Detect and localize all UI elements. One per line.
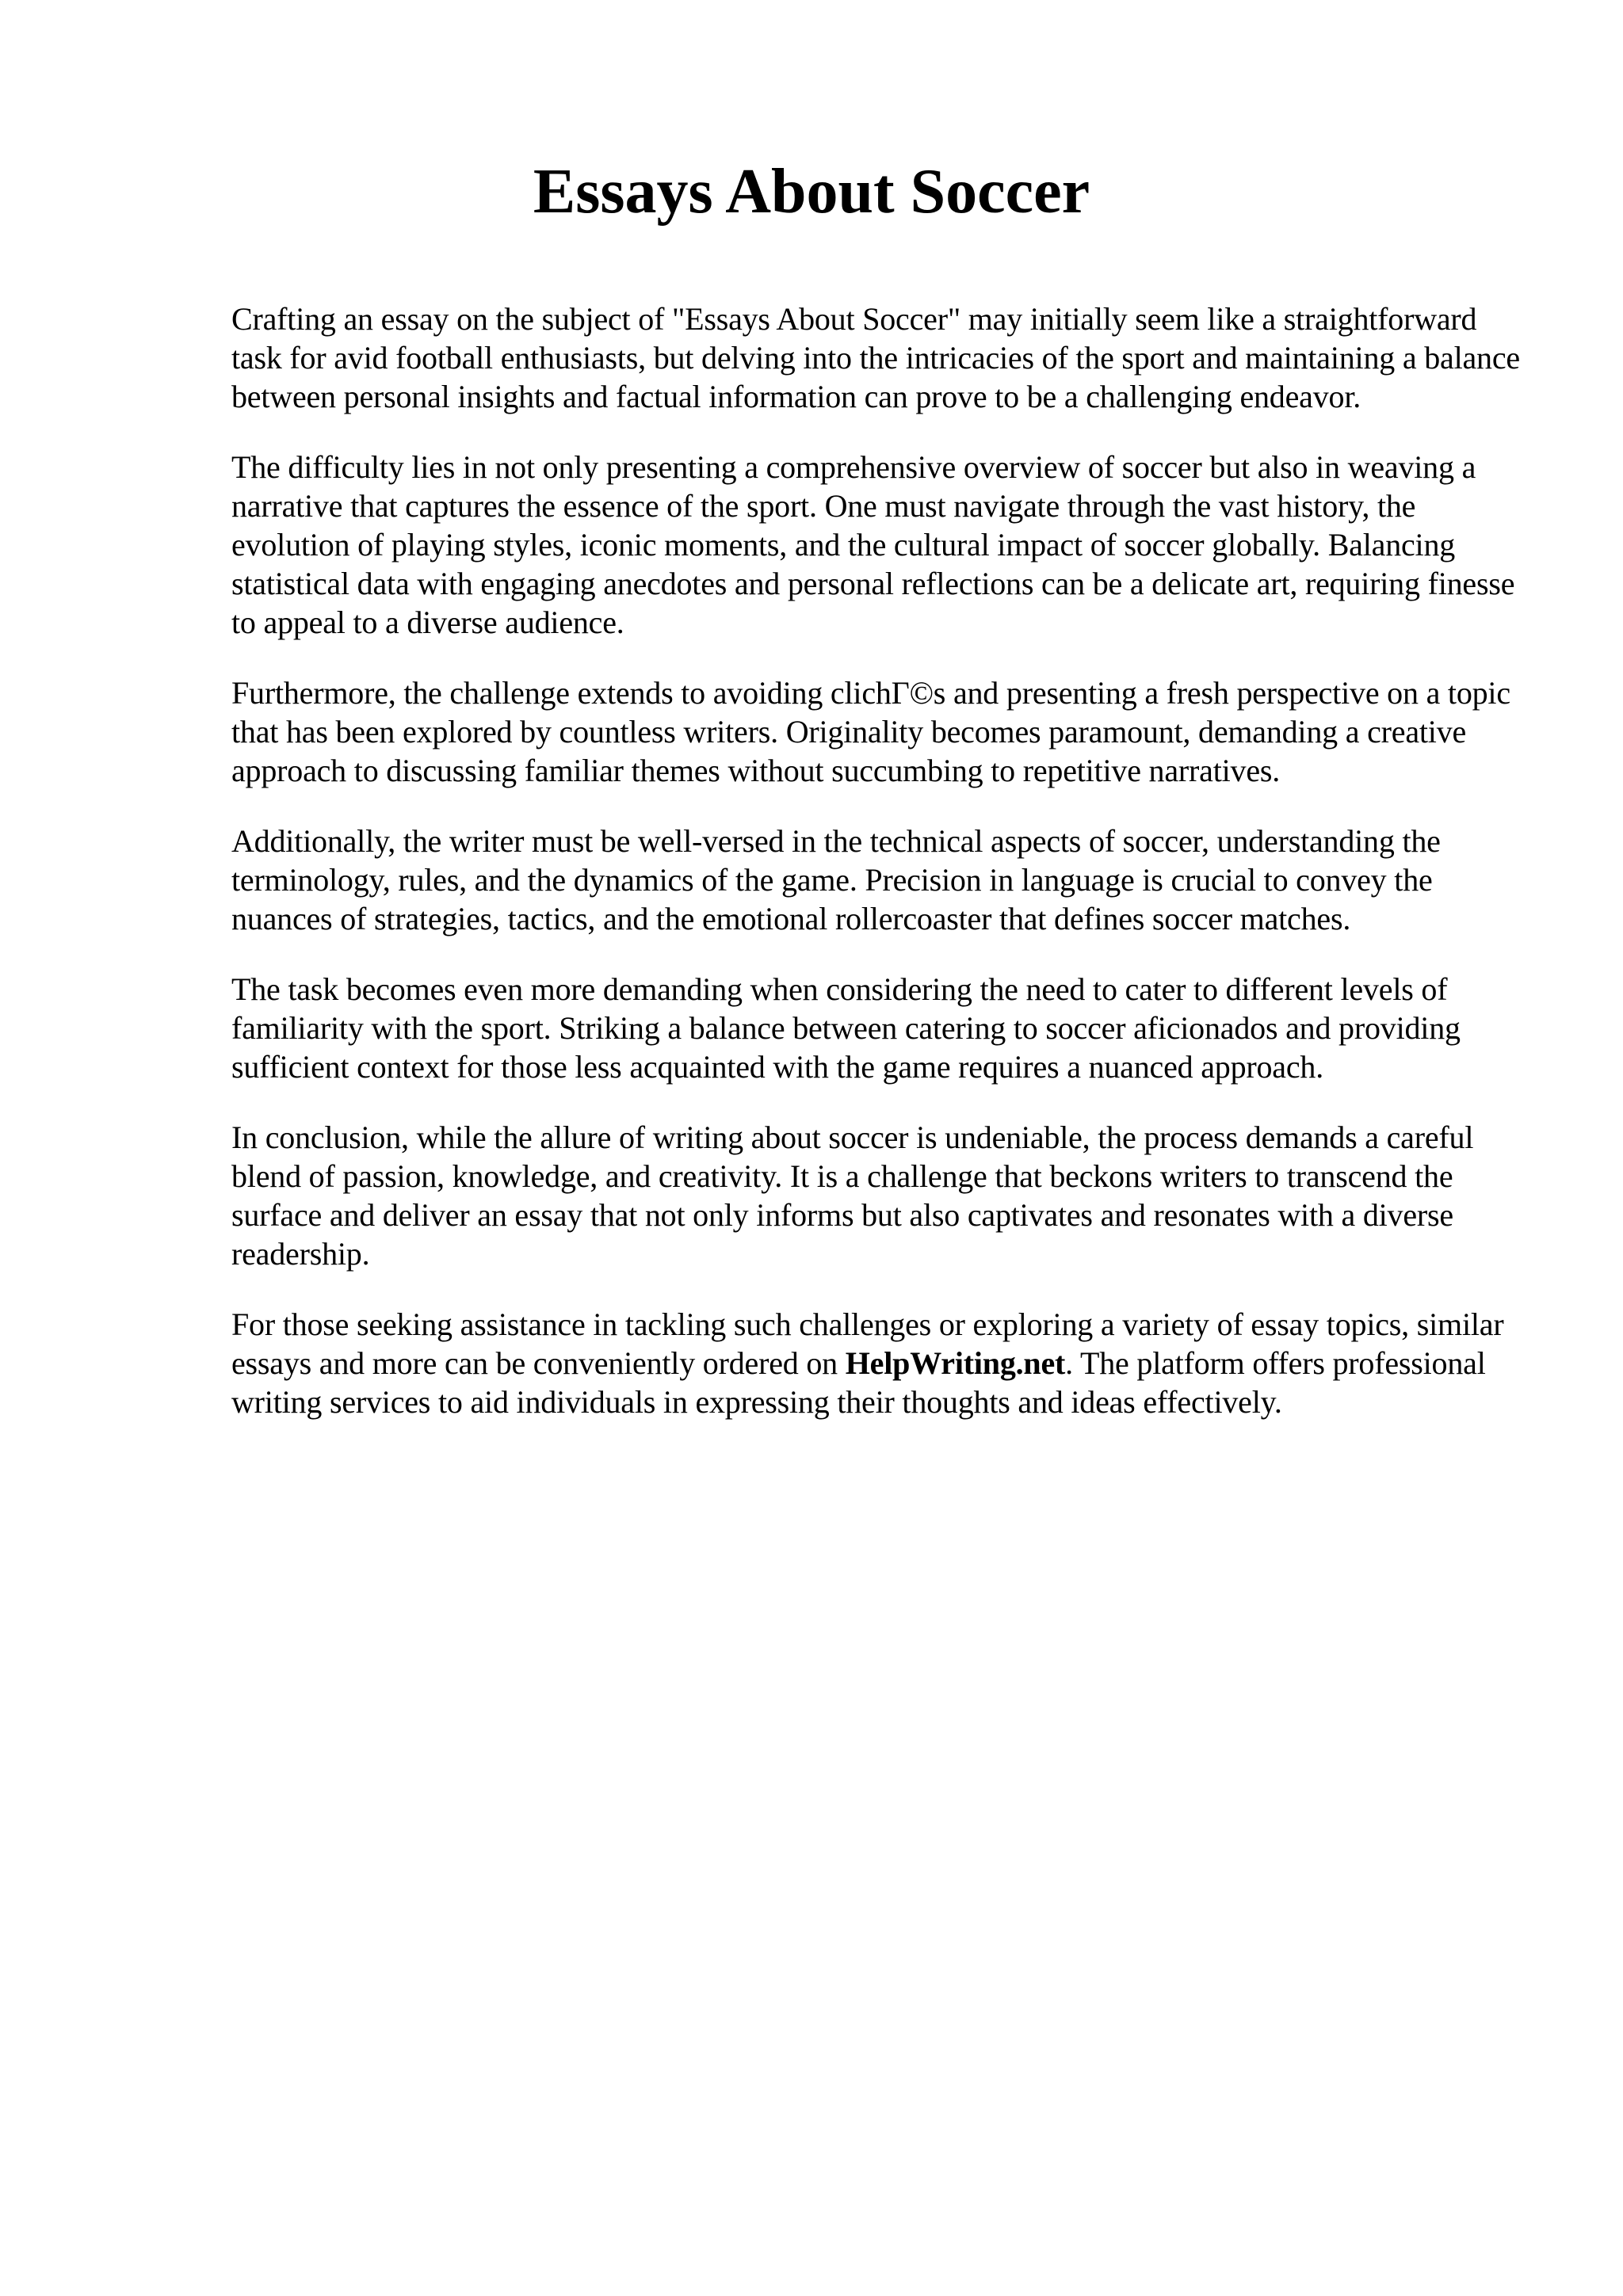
paragraph-conclusion: In conclusion, while the allure of writing about soccer is undeniable, the process demands a careful blend of passion, knowledge, and creativity. It is a challenge that beckons writers to transcend the surface and deliver an essay that not only informs but also captivates and resonates with a diverse readership. xyxy=(231,1119,1474,1272)
paragraph-intro: Crafting an essay on the subject of "Essays About Soccer" may initially seem like a straightforward task for avid football enthusiasts, but delving into the intricacies of the sport and maintaining a balance between personal insights and factual information can prove to be a challenging endeavor. xyxy=(231,301,1520,414)
paragraph-audience: The task becomes even more demanding when considering the need to cater to different levels of familiarity with the sport. Striking a balance between catering to soccer aficionados and providing sufficient context for those less acquainted with the game requires a nuanced approach. xyxy=(231,971,1461,1085)
essay-body xyxy=(231,299,1531,1453)
paragraph-closing xyxy=(231,1305,1531,1421)
brand-name: HelpWriting.net xyxy=(845,1345,1066,1381)
paragraph-difficulty: The difficulty lies in not only presenting a comprehensive overview of soccer but also in weaving a narrative that captures the essence of the sport. One must navigate through the vast history, the evolution of playing styles, iconic moments, and the cultural impact of soccer globally. Balancing statistical data with engaging anecdotes and personal reflections can be a delicate art, requiring finesse to appeal to a diverse audience. xyxy=(231,449,1515,640)
closing-text-after: . The platform offers professional writing services to aid individuals in expressing their thoughts and ideas effectively. xyxy=(231,1345,1486,1420)
closing-text-before: For those seeking assistance in tackling such challenges or exploring a variety of essay topics, similar essays and more can be conveniently ordered on xyxy=(231,1306,1504,1381)
paragraph-originality: Furthermore, the challenge extends to avoiding clichΓ©s and presenting a fresh perspective on a topic that has been explored by countless writers. Originality becomes paramount, demanding a creative approach to discussing familiar themes without succumbing to repetitive narratives. xyxy=(231,675,1510,788)
document-title: Essays About Soccer xyxy=(533,157,1090,227)
paragraph-technical: Additionally, the writer must be well-versed in the technical aspects of soccer, understanding the terminology, rules, and the dynamics of the game. Precision in language is crucial to convey the nuances of strategies, tactics, and the emotional rollercoaster that defines soccer matches. xyxy=(231,823,1441,936)
